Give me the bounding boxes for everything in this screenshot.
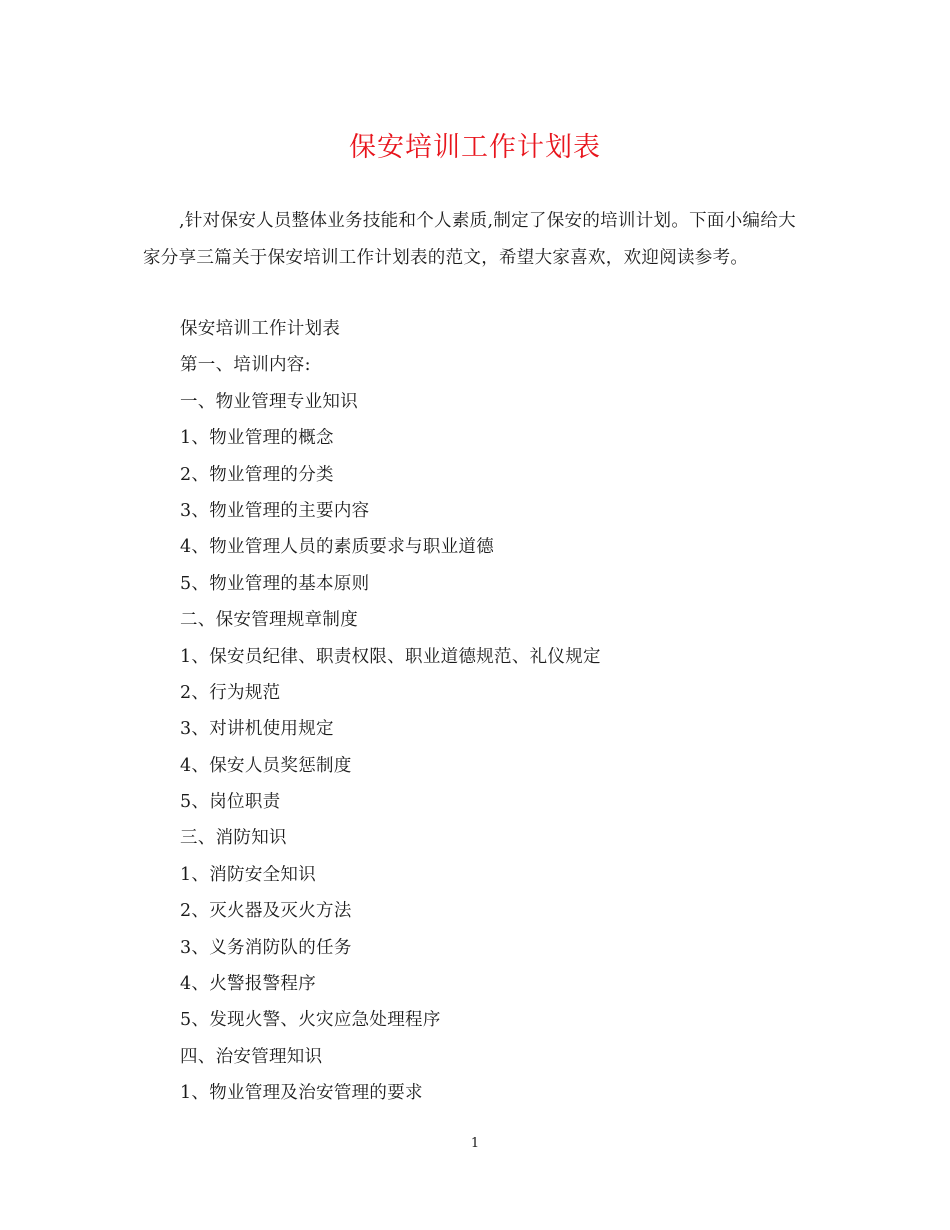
content-line: 四、治安管理知识	[180, 1046, 323, 1067]
content-line: 2、物业管理的分类	[180, 464, 334, 485]
content-line: 3、对讲机使用规定	[180, 719, 334, 740]
content-line: 5、岗位职责	[180, 792, 281, 813]
content-line: 4、物业管理人员的素质要求与职业道德	[180, 537, 495, 558]
content-line: 1、消防安全知识	[180, 864, 317, 885]
content-line: 1、物业管理的概念	[180, 428, 334, 449]
content-line: 3、物业管理的主要内容	[180, 500, 370, 521]
content-line: 2、灭火器及灭火方法	[180, 901, 352, 922]
content-line: 1、物业管理及治安管理的要求	[180, 1083, 423, 1104]
content-lines	[180, 311, 800, 1112]
content-line: 5、物业管理的基本原则	[180, 573, 370, 594]
content-line: 保安培训工作计划表	[180, 319, 341, 339]
content-line: 4、保安人员奖惩制度	[180, 755, 352, 776]
document-title: 保安培训工作计划表	[349, 132, 601, 163]
content-line: 一、物业管理专业知识	[180, 391, 358, 412]
content-line: 5、发现火警、火灾应急处理程序	[180, 1010, 441, 1031]
content-line: 三、消防知识	[180, 828, 287, 849]
content-line: 二、保安管理规章制度	[180, 610, 358, 631]
content-line: 第一、培训内容:	[180, 355, 311, 376]
content-line: 4、火警报警程序	[180, 974, 317, 995]
content-line: 3、义务消防队的任务	[180, 937, 352, 958]
intro-paragraph: ,针对保安人员整体业务技能和个人素质,制定了保安的培训计划。下面小编给大家分享三篇关于保安培训工作计划表的范文，希望大家喜欢，欢迎阅读参考。	[143, 211, 796, 268]
page-number: 1	[470, 1136, 480, 1151]
content-line: 2、行为规范	[180, 682, 281, 703]
content-line: 1、保安员纪律、职责权限、职业道德规范、礼仪规定	[180, 646, 601, 667]
